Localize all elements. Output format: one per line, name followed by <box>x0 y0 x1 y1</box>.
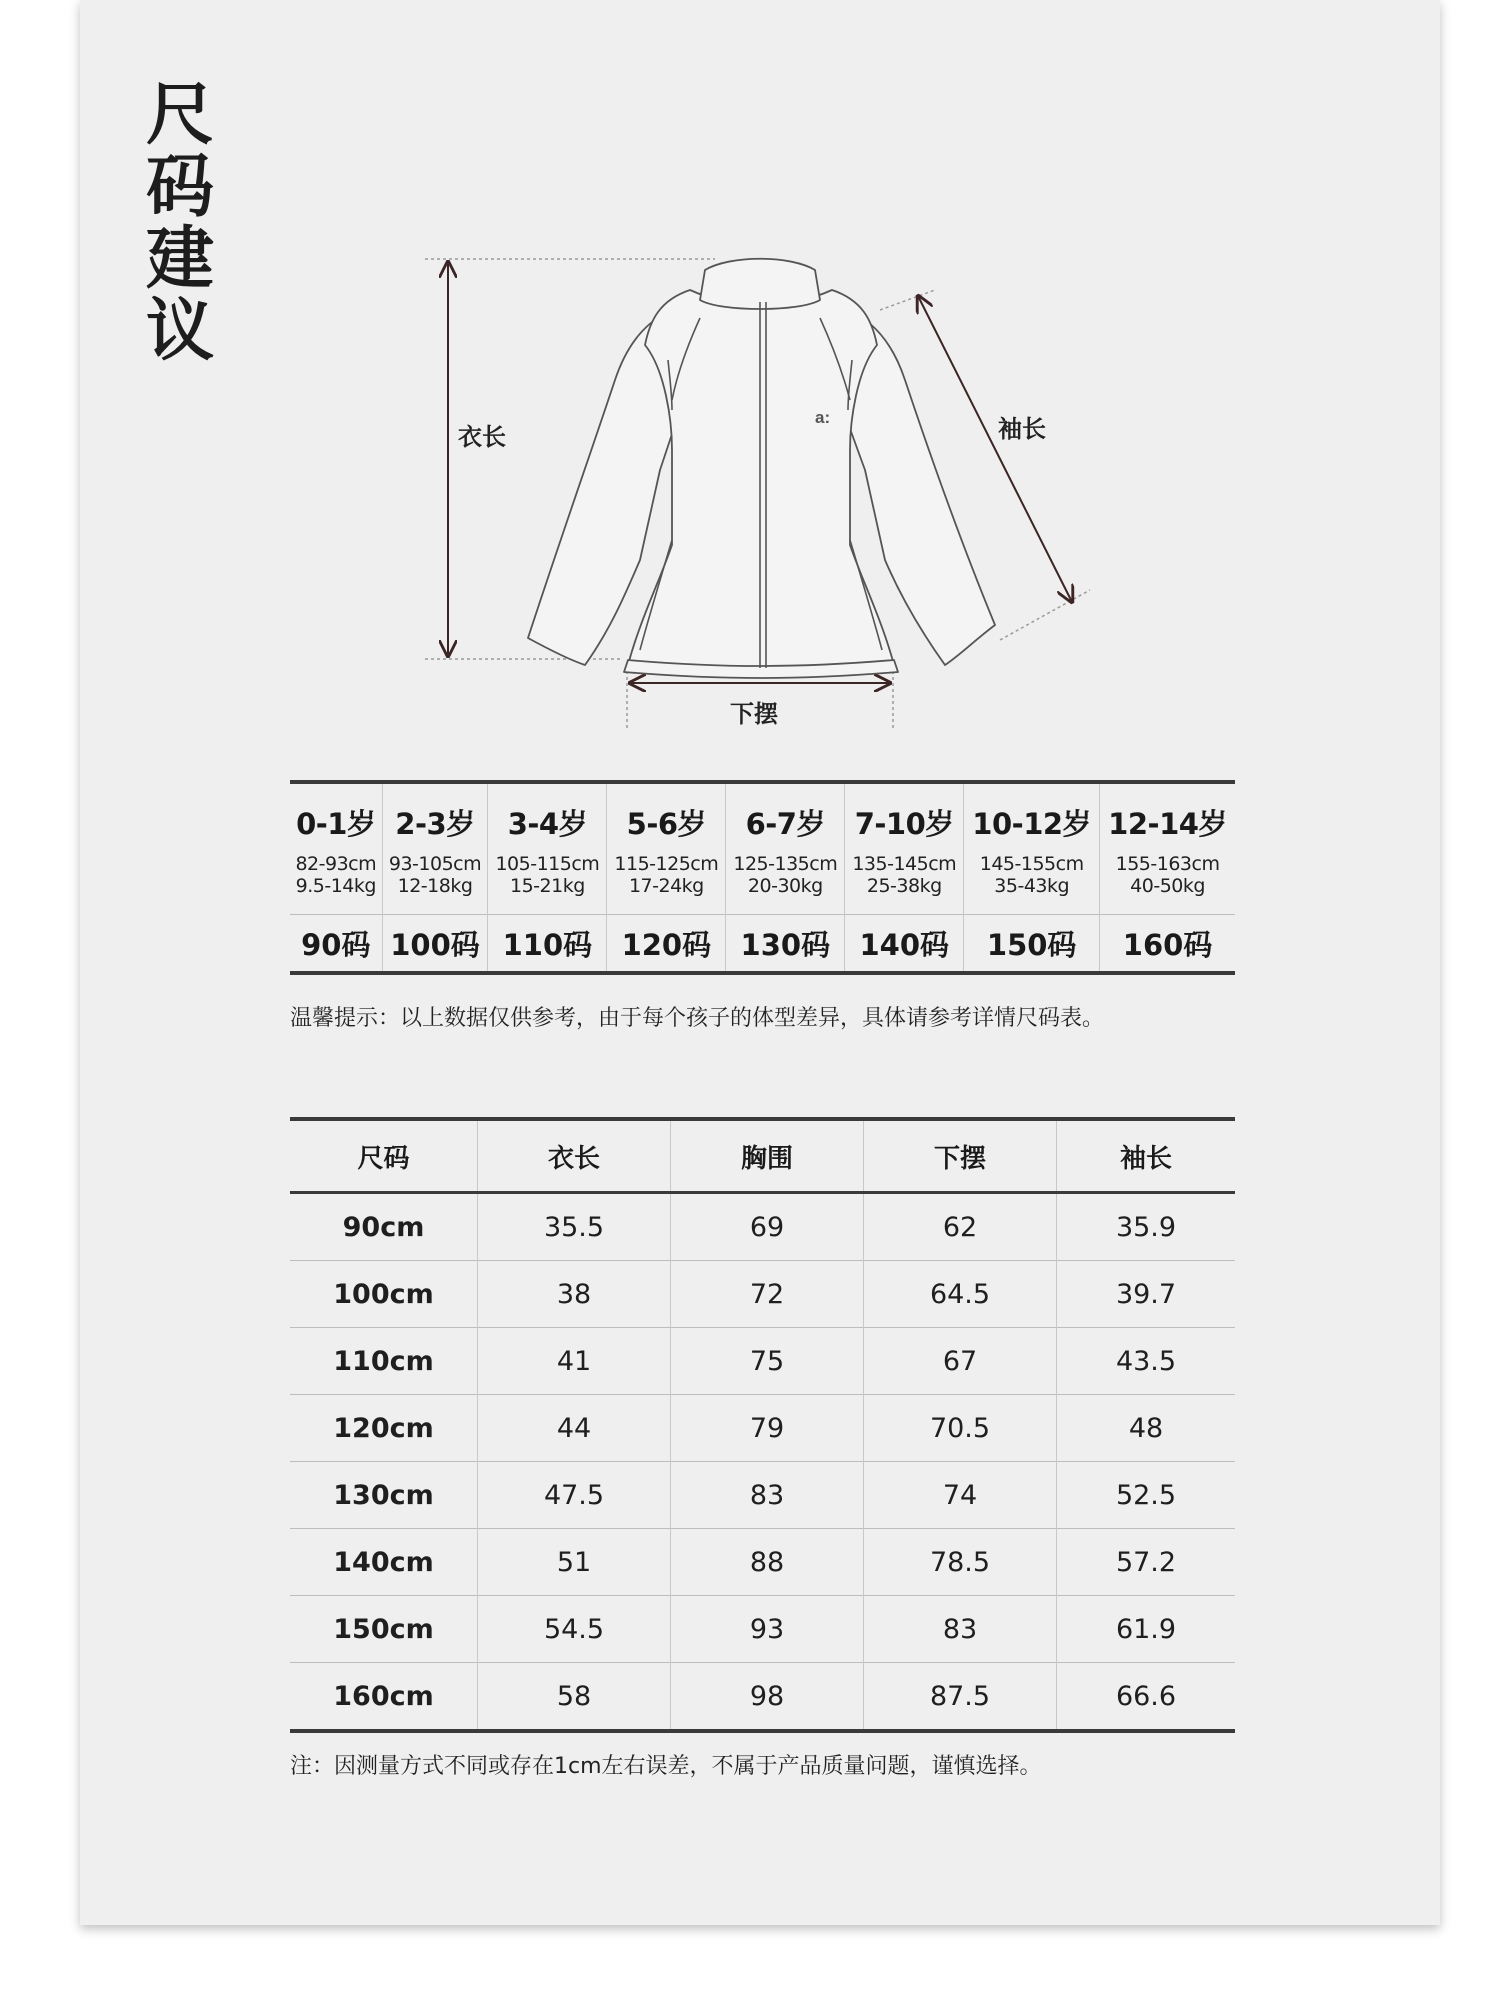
table-cell: 51 <box>478 1529 671 1596</box>
table-cell: 98 <box>671 1663 864 1732</box>
header-cell: 胸围 <box>671 1119 864 1193</box>
age-label: 10-12岁 <box>972 806 1092 841</box>
age-detail: 145-155cm <box>979 852 1084 875</box>
age-label: 6-7岁 <box>745 806 825 841</box>
size-code-cell: 120码 <box>607 915 726 974</box>
age-detail: 82-93cm <box>295 852 377 875</box>
age-size-table <box>290 780 1235 975</box>
table-cell: 66.6 <box>1057 1663 1236 1732</box>
age-detail: 25-38kg <box>866 874 942 897</box>
size-code-cell: 100码 <box>382 915 488 974</box>
table-cell: 160cm <box>290 1663 478 1732</box>
age-label: 3-4岁 <box>507 806 588 841</box>
tip-text: 温馨提示：以上数据仅供参考，由于每个孩子的体型差异，具体请参考详情尺码表。 <box>290 1006 1105 1031</box>
table-cell: 79 <box>671 1395 864 1462</box>
table-cell: 70.5 <box>864 1395 1057 1462</box>
header-cell: 尺码 <box>290 1119 478 1193</box>
table-cell: 54.5 <box>478 1596 671 1663</box>
age-label: 12-14岁 <box>1108 806 1227 841</box>
table-cell: 150cm <box>290 1596 478 1663</box>
table-cell: 100cm <box>290 1261 478 1328</box>
table-row <box>290 1395 1235 1462</box>
measurement-table <box>290 1117 1235 1733</box>
table-cell: 87.5 <box>864 1663 1057 1732</box>
table-cell: 58 <box>478 1663 671 1732</box>
brand-logo: a: <box>815 408 831 427</box>
age-cell <box>382 782 488 915</box>
footnote-text: 注：因测量方式不同或存在1cm左右误差，不属于产品质量问题，谨慎选择。 <box>290 1754 1042 1779</box>
age-cell <box>845 782 964 915</box>
table-cell: 72 <box>671 1261 864 1328</box>
size-code-cell: 130码 <box>726 915 845 974</box>
table-cell: 90cm <box>290 1193 478 1261</box>
table-cell: 120cm <box>290 1395 478 1462</box>
table-cell: 78.5 <box>864 1529 1057 1596</box>
size-code-cell: 160码 <box>1100 915 1235 974</box>
table-cell: 62 <box>864 1193 1057 1261</box>
age-detail: 105-115cm <box>495 852 600 875</box>
age-detail: 155-163cm <box>1115 852 1220 875</box>
table-cell: 35.9 <box>1115 1211 1177 1243</box>
table-header-row <box>290 1119 1235 1193</box>
table-cell: 57.2 <box>1057 1529 1236 1596</box>
header-cell: 衣长 <box>478 1119 671 1193</box>
table-cell: 43.5 <box>1057 1328 1236 1395</box>
age-label: 5-6岁 <box>626 806 707 841</box>
table-cell: 75 <box>671 1328 864 1395</box>
header-cell: 下摆 <box>864 1119 1057 1193</box>
table-cell: 38 <box>478 1261 671 1328</box>
table-row <box>290 1596 1235 1663</box>
age-detail: 115-125cm <box>614 852 719 875</box>
age-detail: 17-24kg <box>628 874 704 897</box>
length-label: 衣长 <box>458 423 506 451</box>
table-cell: 83 <box>671 1462 864 1529</box>
age-cell <box>488 782 607 915</box>
age-cell <box>726 782 845 915</box>
size-code-cell: 90码 <box>290 915 382 974</box>
age-row <box>290 782 1235 915</box>
table-cell: 61.9 <box>1057 1596 1236 1663</box>
table-cell: 47.5 <box>478 1462 671 1529</box>
age-detail: 15-21kg <box>510 874 585 897</box>
age-cell <box>1100 782 1235 915</box>
header-cell: 袖长 <box>1057 1119 1236 1193</box>
age-detail: 20-30kg <box>747 874 823 897</box>
table-cell: 69 <box>671 1193 864 1261</box>
size-code-cell: 150码 <box>964 915 1100 974</box>
table-cell: 48 <box>1057 1395 1236 1462</box>
table-cell: 110cm <box>290 1328 478 1395</box>
page-title: 尺 码 建 议 <box>145 76 214 371</box>
age-label: 2-3岁 <box>395 806 475 841</box>
table-cell: 74 <box>864 1462 1057 1529</box>
age-detail: 35-43kg <box>994 874 1070 897</box>
age-detail: 93-105cm <box>388 852 482 875</box>
table-cell: 44 <box>478 1395 671 1462</box>
table-cell: 130cm <box>290 1462 478 1529</box>
age-detail: 12-18kg <box>397 874 473 897</box>
table-cell: 52.5 <box>1057 1462 1236 1529</box>
sleeve-label: 袖长 <box>998 415 1046 443</box>
table-cell: 64.5 <box>864 1261 1057 1328</box>
age-detail: 9.5-14kg <box>295 874 376 897</box>
hem-label: 下摆 <box>730 700 778 728</box>
size-code-row <box>290 915 1235 974</box>
table-row <box>290 1462 1235 1529</box>
age-detail: 135-145cm <box>852 852 957 875</box>
table-cell: 93 <box>671 1596 864 1663</box>
table-cell: 83 <box>864 1596 1057 1663</box>
table-cell: 140cm <box>290 1529 478 1596</box>
age-label: 7-10岁 <box>854 806 954 841</box>
age-detail: 40-50kg <box>1130 874 1205 897</box>
table-row <box>290 1529 1235 1596</box>
age-detail: 125-135cm <box>733 852 838 875</box>
table-cell: 35.5 <box>478 1193 671 1261</box>
age-cell <box>290 782 382 915</box>
table-row <box>290 1328 1235 1395</box>
jacket-diagram <box>0 0 1500 760</box>
size-code-cell: 140码 <box>845 915 964 974</box>
age-cell <box>607 782 726 915</box>
table-cell: 39.7 <box>1057 1261 1236 1328</box>
table-cell: 41 <box>478 1328 671 1395</box>
age-label: 0-1岁 <box>296 806 376 841</box>
size-code-cell: 110码 <box>488 915 607 974</box>
table-row <box>290 1193 1235 1261</box>
table-row <box>290 1663 1235 1732</box>
table-cell: 67 <box>864 1328 1057 1395</box>
age-cell <box>964 782 1100 915</box>
table-row <box>290 1261 1235 1328</box>
table-cell: 88 <box>671 1529 864 1596</box>
